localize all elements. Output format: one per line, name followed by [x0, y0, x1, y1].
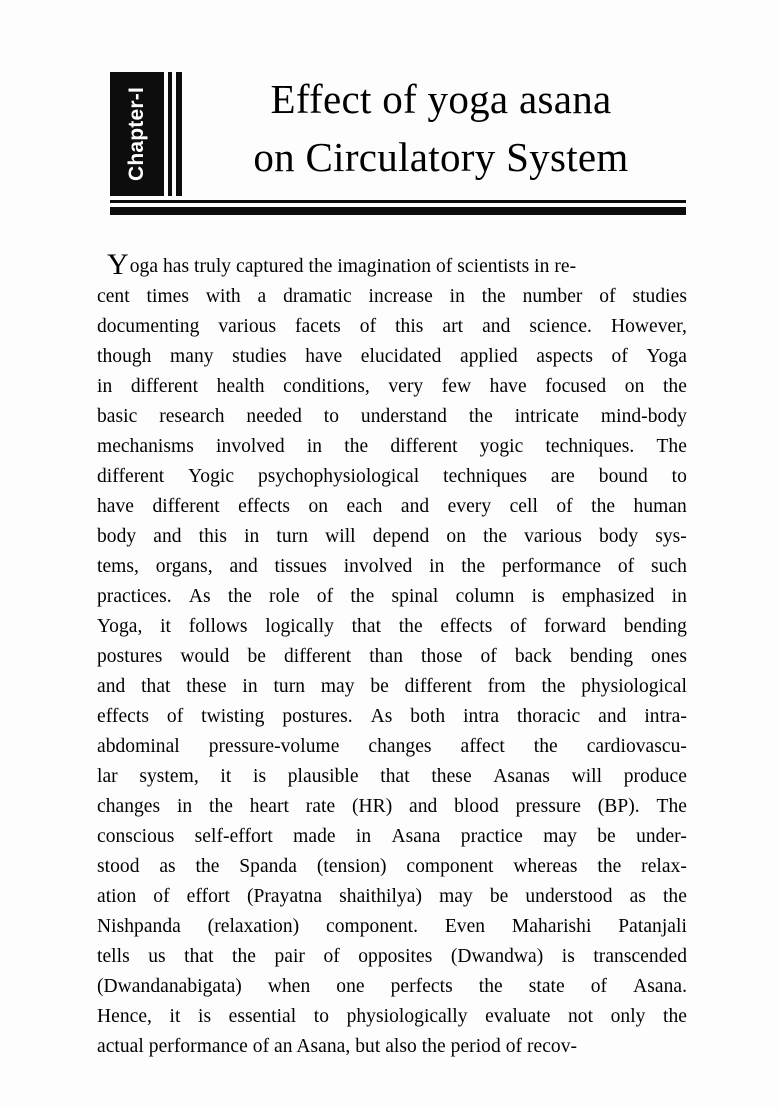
header-divider-thin — [110, 200, 686, 203]
body-word: (tension) — [316, 856, 387, 877]
body-word: column — [455, 586, 515, 607]
body-word: Nishpanda — [97, 916, 181, 937]
body-word: cardiovascu- — [586, 736, 687, 757]
body-word: physiologically — [346, 1006, 468, 1027]
body-word: in — [242, 676, 258, 697]
body-word: facets — [295, 316, 341, 337]
body-word: increase — [368, 286, 433, 307]
body-word: to — [313, 1006, 330, 1027]
body-word: are — [550, 466, 575, 487]
body-word: effort — [186, 886, 230, 907]
body-word: Maharishi — [511, 916, 592, 937]
body-word: heart — [249, 796, 289, 817]
chapter-tab-rule-outer — [176, 72, 182, 196]
body-word: the — [483, 526, 508, 547]
body-word: pair — [274, 946, 305, 967]
body-word: practices. — [97, 586, 172, 607]
body-word: techniques. — [545, 436, 635, 457]
body-word: and — [482, 316, 511, 337]
body-word: the — [478, 976, 503, 997]
body-word: (Dwandanabigata) — [97, 976, 242, 997]
body-word: postures — [97, 646, 163, 667]
body-word: effects — [440, 616, 493, 637]
body-word: only — [610, 1006, 646, 1027]
body-line — [97, 1032, 687, 1062]
chapter-tab-rule-inner — [168, 72, 172, 196]
body-word: effects — [97, 706, 149, 727]
body-word: it — [169, 1006, 181, 1027]
body-word: science. — [529, 316, 592, 337]
body-word: mind-body — [600, 406, 687, 427]
body-word: tissues — [274, 556, 327, 577]
page-title-line-1: Effect of yoga asana — [270, 76, 612, 122]
body-word: different — [152, 496, 220, 517]
body-word: of — [617, 556, 635, 577]
body-word: may — [439, 886, 473, 907]
body-word: intra — [463, 706, 500, 727]
body-word: different — [404, 676, 472, 697]
body-word: evaluate — [485, 1006, 551, 1027]
body-word: and — [400, 496, 430, 517]
body-word: it — [220, 766, 232, 787]
body-lines — [97, 282, 687, 1062]
body-line — [97, 342, 687, 372]
body-word: cent — [97, 286, 130, 307]
body-word: pressure-volume — [208, 736, 340, 757]
body-word: conditions, — [283, 376, 370, 397]
body-word: Hence, — [97, 1006, 152, 1027]
body-word: documenting — [97, 316, 200, 337]
body-word: not — [568, 1006, 594, 1027]
body-word: and — [409, 796, 438, 817]
body-first-segment — [97, 248, 577, 282]
body-word: is — [531, 586, 545, 607]
body-line-first — [97, 248, 687, 282]
body-word: when — [267, 976, 311, 997]
body-word: needed — [246, 406, 302, 427]
body-word: conscious — [97, 826, 175, 847]
body-word: bending — [623, 616, 687, 637]
body-word: would — [180, 646, 230, 667]
body-word: various — [218, 316, 277, 337]
body-word: Yoga — [646, 346, 687, 367]
body-word: bound — [598, 466, 648, 487]
body-word: elucidated — [360, 346, 442, 367]
body-word: though — [97, 346, 152, 367]
body-word: the — [481, 286, 506, 307]
body-word: (Prayatna — [246, 886, 323, 907]
body-word: component. — [326, 916, 419, 937]
body-word: be — [597, 826, 616, 847]
body-word: the — [227, 586, 252, 607]
body-line — [97, 312, 687, 342]
body-word: under- — [636, 826, 687, 847]
body-word: affect — [460, 736, 505, 757]
body-word: of — [480, 646, 497, 667]
body-word: Patanjali — [618, 916, 687, 937]
body-word: the — [662, 886, 687, 907]
body-word: times — [146, 286, 190, 307]
body-word: of — [556, 496, 573, 517]
body-word: lar — [97, 766, 118, 787]
body-word: physiological — [581, 676, 687, 697]
body-word: a — [257, 286, 267, 307]
body-word: and — [229, 556, 258, 577]
body-word: shaithilya) — [339, 886, 423, 907]
body-word: pressure — [515, 796, 581, 817]
body-word: sys- — [655, 526, 687, 547]
body-word: depend — [372, 526, 430, 547]
body-word: in — [176, 796, 193, 817]
body-line — [97, 552, 687, 582]
body-word: that — [351, 616, 382, 637]
body-word: intricate — [514, 406, 580, 427]
body-word: postures. — [282, 706, 353, 727]
body-word: self-effort — [194, 826, 273, 847]
body-word: from — [487, 676, 526, 697]
body-word: the — [597, 856, 622, 877]
body-word: of — [599, 286, 616, 307]
body-word: As — [370, 706, 393, 727]
body-word: on — [308, 496, 329, 517]
body-word: those — [421, 646, 463, 667]
body-word: number — [522, 286, 583, 307]
body-word: body — [598, 526, 639, 547]
body-word: different — [390, 436, 458, 457]
body-line — [97, 372, 687, 402]
body-word: The — [656, 436, 687, 457]
chapter-tab-label: Chapter-I — [125, 87, 148, 181]
body-word: it — [160, 616, 172, 637]
body-word: different — [130, 376, 199, 397]
body-word: in — [449, 286, 465, 307]
body-word: plausible — [287, 766, 359, 787]
body-word: the — [461, 556, 486, 577]
body-word: be — [370, 676, 389, 697]
body-word: intra- — [644, 706, 687, 727]
body-word: health — [216, 376, 265, 397]
body-word: than — [369, 646, 403, 667]
body-word: (HR) — [351, 796, 393, 817]
body-word: tells — [97, 946, 130, 967]
body-word: various — [524, 526, 582, 547]
body-word: and — [598, 706, 627, 727]
body-word: transcended — [593, 946, 687, 967]
body-word: Spanda — [239, 856, 297, 877]
body-line — [97, 792, 687, 822]
body-word: produce — [623, 766, 687, 787]
body-word: turn — [273, 676, 306, 697]
body-line — [97, 462, 687, 492]
body-word: blood — [454, 796, 499, 817]
body-word: to — [671, 466, 687, 487]
body-line — [97, 672, 687, 702]
body-word: studies — [232, 346, 287, 367]
body-word: rate — [305, 796, 336, 817]
body-line — [97, 612, 687, 642]
body-word: such — [651, 556, 687, 577]
body-word: stood — [97, 856, 140, 877]
body-line — [97, 702, 687, 732]
body-word: perfects — [390, 976, 453, 997]
body-first-line-remainder: oga has truly captured the imagination of scientists in re- — [129, 256, 577, 277]
body-line — [97, 402, 687, 432]
body-word: practice — [460, 826, 523, 847]
body-word: essential — [228, 1006, 297, 1027]
body-word: Even — [444, 916, 486, 937]
body-word: ones — [651, 646, 687, 667]
body-word: in — [355, 826, 372, 847]
chapter-tab — [110, 72, 164, 196]
body-line — [97, 852, 687, 882]
body-word: abdominal — [97, 736, 180, 757]
body-word: may — [543, 826, 577, 847]
body-word: understood — [525, 886, 613, 907]
body-word: performance — [502, 556, 602, 577]
body-word: the — [398, 616, 423, 637]
body-word: applied — [459, 346, 518, 367]
body-word: be — [247, 646, 266, 667]
page-title-line-2: on Circulatory System — [253, 134, 629, 180]
body-line — [97, 762, 687, 792]
chapter-masthead — [110, 72, 686, 196]
body-word: state — [528, 976, 565, 997]
body-line — [97, 972, 687, 1002]
body-word: art — [442, 316, 464, 337]
body-word: logically — [265, 616, 334, 637]
body-word: few — [441, 376, 472, 397]
body-word: each — [346, 496, 383, 517]
body-word: of — [166, 706, 184, 727]
body-word: Asana. — [633, 976, 687, 997]
body-word: in — [244, 526, 260, 547]
body-line — [97, 282, 687, 312]
body-word: organs, — [155, 556, 213, 577]
body-text-column — [97, 248, 687, 1062]
body-word: role — [269, 586, 300, 607]
body-word: the — [468, 406, 493, 427]
body-word: is — [561, 946, 575, 967]
body-word: made — [293, 826, 336, 847]
body-word: that — [184, 946, 214, 967]
body-word: and — [97, 676, 126, 697]
body-word: is — [197, 1006, 212, 1027]
body-word: Asanas — [493, 766, 550, 787]
body-word: involved — [216, 436, 285, 457]
body-word: the — [663, 1006, 687, 1027]
body-word: changes — [97, 796, 161, 817]
body-word: have — [489, 376, 527, 397]
body-word: this — [198, 526, 228, 547]
body-word: with — [205, 286, 241, 307]
body-word: the — [195, 856, 220, 877]
body-word: bending — [569, 646, 634, 667]
body-word: whereas — [513, 856, 578, 877]
body-word: (relaxation) — [207, 916, 300, 937]
body-line — [97, 912, 687, 942]
body-word: follows — [188, 616, 248, 637]
body-word: the — [662, 376, 687, 397]
page-title — [196, 70, 686, 186]
body-word: research — [159, 406, 225, 427]
body-word: dramatic — [283, 286, 352, 307]
body-word: basic — [97, 406, 138, 427]
body-word: both — [410, 706, 446, 727]
body-line — [97, 492, 687, 522]
body-word: thoracic — [516, 706, 581, 727]
body-word: have — [97, 496, 135, 517]
body-word: Yogic — [188, 466, 235, 487]
body-word: the — [591, 496, 616, 517]
body-word: different — [97, 466, 165, 487]
body-word: the — [209, 796, 233, 817]
body-word: very — [388, 376, 424, 397]
body-word: the — [533, 736, 558, 757]
body-word: these — [431, 766, 472, 787]
body-word: techniques — [443, 466, 528, 487]
body-word: cell — [509, 496, 538, 517]
body-word: in — [306, 436, 323, 457]
body-word: human — [633, 496, 687, 517]
body-word: forward — [544, 616, 607, 637]
body-word: on — [446, 526, 467, 547]
body-word: emphasized — [561, 586, 655, 607]
body-word: As — [188, 586, 211, 607]
body-word: ation — [97, 886, 137, 907]
body-word: the — [344, 436, 369, 457]
body-word: opposites — [358, 946, 433, 967]
body-line — [97, 822, 687, 852]
body-word: twisting — [201, 706, 265, 727]
body-word: that — [380, 766, 410, 787]
body-word: of — [316, 586, 334, 607]
body-word: this — [395, 316, 424, 337]
body-word: on — [624, 376, 645, 397]
body-word: will — [325, 526, 356, 547]
body-word: Asana — [391, 826, 441, 847]
drop-cap-initial: Y — [107, 248, 129, 281]
body-word: turn — [276, 526, 309, 547]
body-word: to — [323, 406, 340, 427]
body-word: as — [629, 886, 646, 907]
body-line — [97, 732, 687, 762]
body-word: The — [656, 796, 687, 817]
body-word: of — [590, 976, 608, 997]
body-word: component — [406, 856, 494, 877]
body-word: of — [323, 946, 340, 967]
body-word: every — [447, 496, 492, 517]
body-line — [97, 882, 687, 912]
body-word: relax- — [641, 856, 687, 877]
header-divider-thick — [110, 207, 686, 215]
body-line-text: actual performance of an Asana, but also the period of recov- — [97, 1036, 578, 1057]
body-word: of — [153, 886, 170, 907]
body-word: studies — [632, 286, 687, 307]
body-word: have — [305, 346, 343, 367]
body-word: of — [510, 616, 527, 637]
body-word: Yoga, — [97, 616, 143, 637]
body-line — [97, 1002, 687, 1032]
body-word: focused — [545, 376, 607, 397]
body-word: of — [359, 316, 377, 337]
body-word: in — [429, 556, 445, 577]
body-word: us — [148, 946, 166, 967]
body-line — [97, 642, 687, 672]
body-word: yogic — [479, 436, 524, 457]
body-word: tems, — [97, 556, 139, 577]
body-word: as — [159, 856, 176, 877]
body-word: that — [141, 676, 171, 697]
body-word: many — [170, 346, 214, 367]
body-word: of — [611, 346, 628, 367]
body-word: be — [489, 886, 509, 907]
body-word: different — [283, 646, 352, 667]
body-word: is — [252, 766, 267, 787]
body-word: the — [232, 946, 256, 967]
body-word: these — [186, 676, 227, 697]
body-word: system, — [139, 766, 199, 787]
body-word: (BP). — [597, 796, 640, 817]
body-word: aspects — [536, 346, 593, 367]
body-word: However, — [610, 316, 687, 337]
body-line — [97, 432, 687, 462]
body-word: will — [571, 766, 603, 787]
body-word: the — [350, 586, 375, 607]
body-word: body — [97, 526, 137, 547]
body-word: effects — [238, 496, 291, 517]
body-word: mechanisms — [97, 436, 194, 457]
body-word: the — [541, 676, 566, 697]
body-word: in — [97, 376, 113, 397]
body-word: psychophysiological — [257, 466, 420, 487]
body-word: back — [514, 646, 552, 667]
body-word: (Dwandwa) — [450, 946, 544, 967]
body-word: understand — [360, 406, 447, 427]
body-line — [97, 582, 687, 612]
body-line — [97, 522, 687, 552]
body-word: may — [320, 676, 355, 697]
body-word: one — [336, 976, 365, 997]
body-word: changes — [368, 736, 432, 757]
body-word: and — [153, 526, 182, 547]
body-line — [97, 942, 687, 972]
body-word: involved — [343, 556, 413, 577]
body-word: spinal — [391, 586, 439, 607]
body-word: in — [671, 586, 687, 607]
